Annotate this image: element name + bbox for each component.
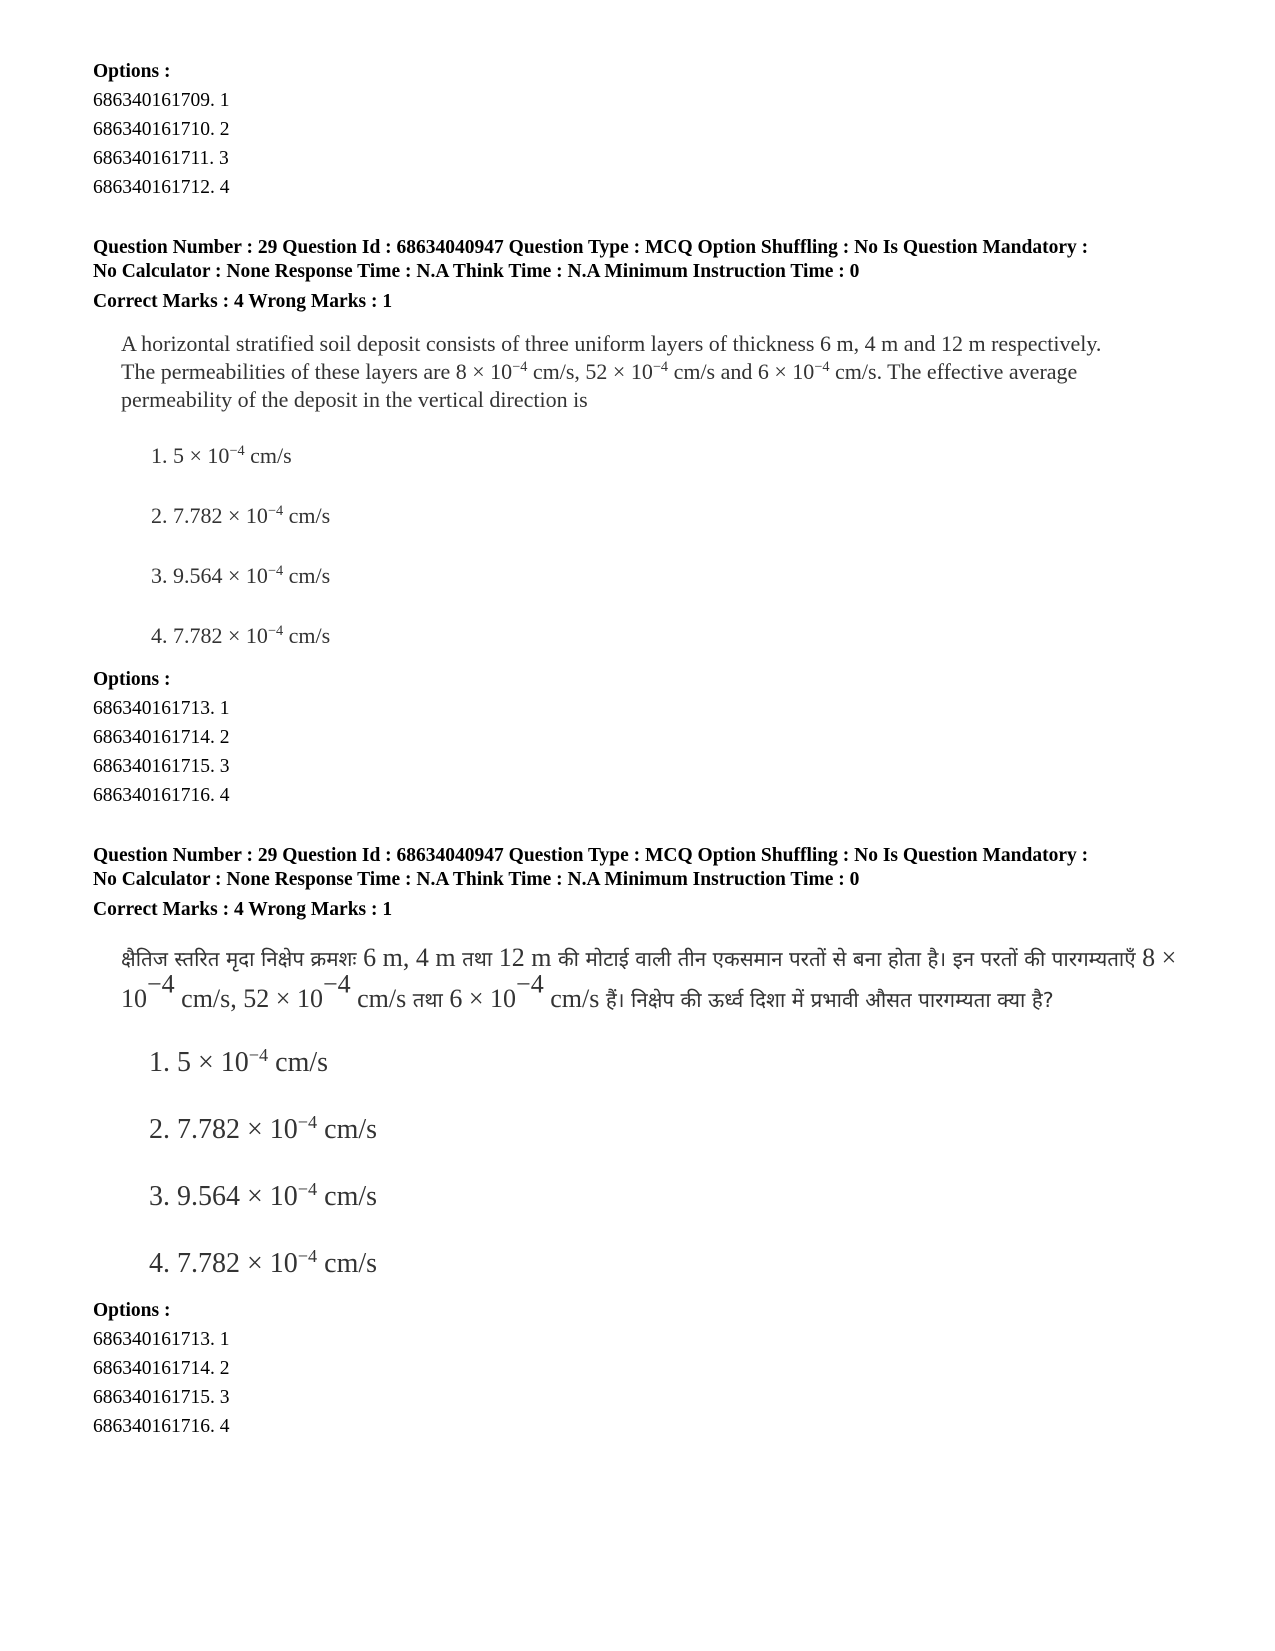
question-meta-line1: Question Number : 29 Question Id : 68634040947 Question Type : MCQ Option Shuffling : No Is Question Mandatory : <box>93 845 1089 866</box>
answer-choice-3: 3. $9.564 \times 10^{-4}$ cm/s <box>151 563 331 588</box>
options-block-top <box>93 58 1203 202</box>
answer-choice-3: 3. $9.564 \times 10^{-4}$ cm/s <box>149 1179 378 1212</box>
question-meta-line2: No Calculator : None Response Time : N.A Think Time : N.A Minimum Instruction Time : 0 <box>93 261 860 282</box>
answer-choice-4: 4. $7.782 \times 10^{-4}$ cm/s <box>149 1246 378 1279</box>
option-id: 686340161713. 1 <box>93 1329 230 1350</box>
question-text-hindi: क्षैतिज स्तरित मृदा निक्षेप क्रमशः 6 m, 4 m तथा 12 m की मोटाई वाली तीन एकसमान परतों से बना होता है। इन परतों की पारगम्यताएँ $8 \times 10^{-4}$ cm/s, $52 \times 10^{-4}$ cm/s तथा $6 \times 10^{-4}$ cm/s हैं। निक्षेप की ऊर्ध्व दिशा में प्रभावी औसत पारगम्यता क्या है? <box>121 943 1177 1013</box>
answer-choice-2: 2. $7.782 \times 10^{-4}$ cm/s <box>151 503 331 528</box>
options-block-hindi <box>93 1297 1203 1441</box>
answer-choices <box>151 442 1203 662</box>
option-id: 686340161715. 3 <box>93 1387 230 1408</box>
question-english <box>93 236 1203 810</box>
option-id: 686340161709. 1 <box>93 90 230 111</box>
option-id: 686340161716. 4 <box>93 1416 230 1437</box>
option-id: 686340161714. 2 <box>93 1358 230 1379</box>
question-para-1: A horizontal stratified soil deposit consists of three uniform layers of thickness 6 m, 4 m and 12 m respectively. <box>121 331 1102 356</box>
question-text <box>121 330 1191 414</box>
option-id: 686340161715. 3 <box>93 756 230 777</box>
option-id: 686340161714. 2 <box>93 727 230 748</box>
options-label: Options : <box>93 1300 171 1321</box>
option-id: 686340161711. 3 <box>93 148 229 169</box>
answer-choice-2: 2. $7.782 \times 10^{-4}$ cm/s <box>149 1112 378 1145</box>
question-meta-line2: No Calculator : None Response Time : N.A Think Time : N.A Minimum Instruction Time : 0 <box>93 869 860 890</box>
option-id: 686340161710. 2 <box>93 119 230 140</box>
answer-choice-1: 1. $5 \times 10^{-4}$ cm/s <box>151 443 292 468</box>
option-id: 686340161713. 1 <box>93 698 230 719</box>
question-para-2: The permeabilities of these layers are $8 \times 10^{-4}$ cm/s, $52 \times 10^{-4}$ cm/s and $6 \times 10^{-4}$ cm/s. The effective average permeability of the deposit in the vertical direction is <box>121 359 1078 412</box>
answer-choice-4: 4. $7.782 \times 10^{-4}$ cm/s <box>151 623 331 648</box>
options-block-english <box>93 666 1203 810</box>
question-meta-line1: Question Number : 29 Question Id : 68634040947 Question Type : MCQ Option Shuffling : No Is Question Mandatory : <box>93 237 1089 258</box>
option-id: 686340161712. 4 <box>93 177 230 198</box>
marks-line: Correct Marks : 4 Wrong Marks : 1 <box>93 899 393 920</box>
option-id: 686340161716. 4 <box>93 785 230 806</box>
answer-choices-hindi <box>149 1046 1203 1293</box>
options-label: Options : <box>93 669 171 690</box>
document-page <box>93 58 1203 1441</box>
marks-line: Correct Marks : 4 Wrong Marks : 1 <box>93 291 393 312</box>
options-label: Options : <box>93 61 171 82</box>
answer-choice-1: 1. $5 \times 10^{-4}$ cm/s <box>149 1045 329 1078</box>
question-hindi <box>93 844 1203 1441</box>
